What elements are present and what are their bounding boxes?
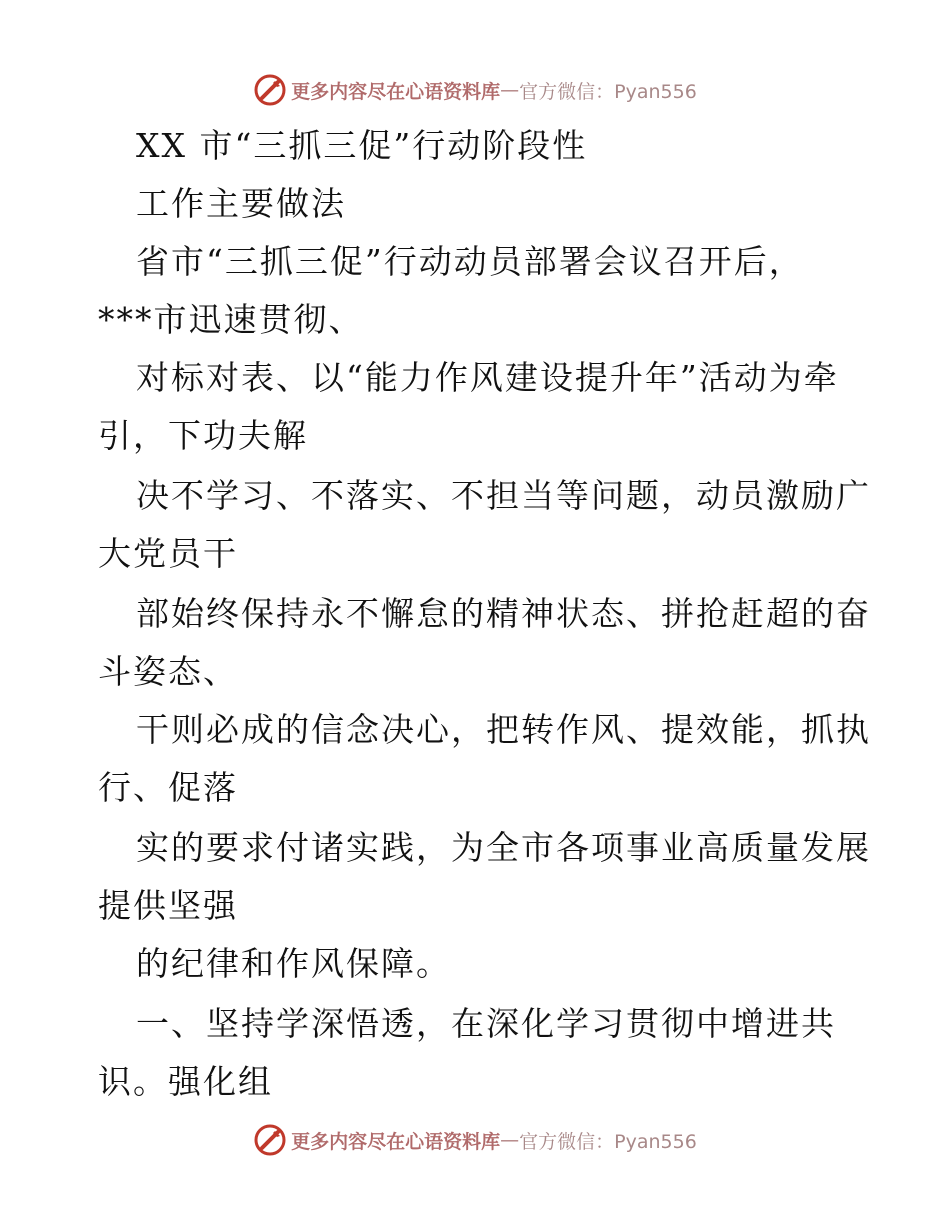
footer-separator: —: [500, 1129, 520, 1151]
doc-line: 行、促落: [98, 768, 238, 807]
doc-line: 省市“三抓三促”行动动员部署会议召开后，: [136, 242, 804, 281]
footer-brand-text: 更多内容尽在心语资料库: [291, 1130, 501, 1153]
doc-line: 一、坚持学深悟透，在深化学习贯彻中增进共: [136, 1004, 836, 1043]
doc-line: 工作主要做法: [136, 184, 346, 223]
footer-watermark-banner: [0, 1120, 950, 1160]
doc-line: 提供坚强: [98, 886, 238, 925]
doc-line: 大党员干: [98, 534, 238, 573]
doc-line: 干则必成的信念决心，把转作风、提效能，抓执: [136, 710, 871, 749]
doc-line: ***市迅速贯彻、: [98, 300, 364, 339]
header-wechat-text: 官方微信：Pyan556: [519, 80, 697, 103]
doc-line: 决不学习、不落实、不担当等问题，动员激励广: [136, 476, 871, 515]
pen-logo-icon: [253, 73, 287, 107]
header-separator: —: [500, 79, 520, 101]
doc-line: XX 市“三抓三促”行动阶段性: [136, 126, 588, 165]
doc-line: 斗姿态、: [98, 652, 238, 691]
doc-line: 的纪律和作风保障。: [136, 944, 451, 983]
doc-line: 实的要求付诸实践，为全市各项事业高质量发展: [136, 828, 871, 867]
footer-wechat-text: 官方微信：Pyan556: [519, 1130, 697, 1153]
doc-line: 识。强化组: [98, 1062, 273, 1101]
doc-line: 对标对表、以“能力作风建设提升年”活动为牵: [136, 358, 839, 397]
header-brand-text: 更多内容尽在心语资料库: [291, 80, 501, 103]
pen-logo-icon: [253, 1123, 287, 1157]
doc-line: 引，下功夫解: [98, 416, 308, 455]
header-watermark-banner: [0, 70, 950, 110]
doc-line: 部始终保持永不懈怠的精神状态、拼抢赶超的奋: [136, 594, 871, 633]
